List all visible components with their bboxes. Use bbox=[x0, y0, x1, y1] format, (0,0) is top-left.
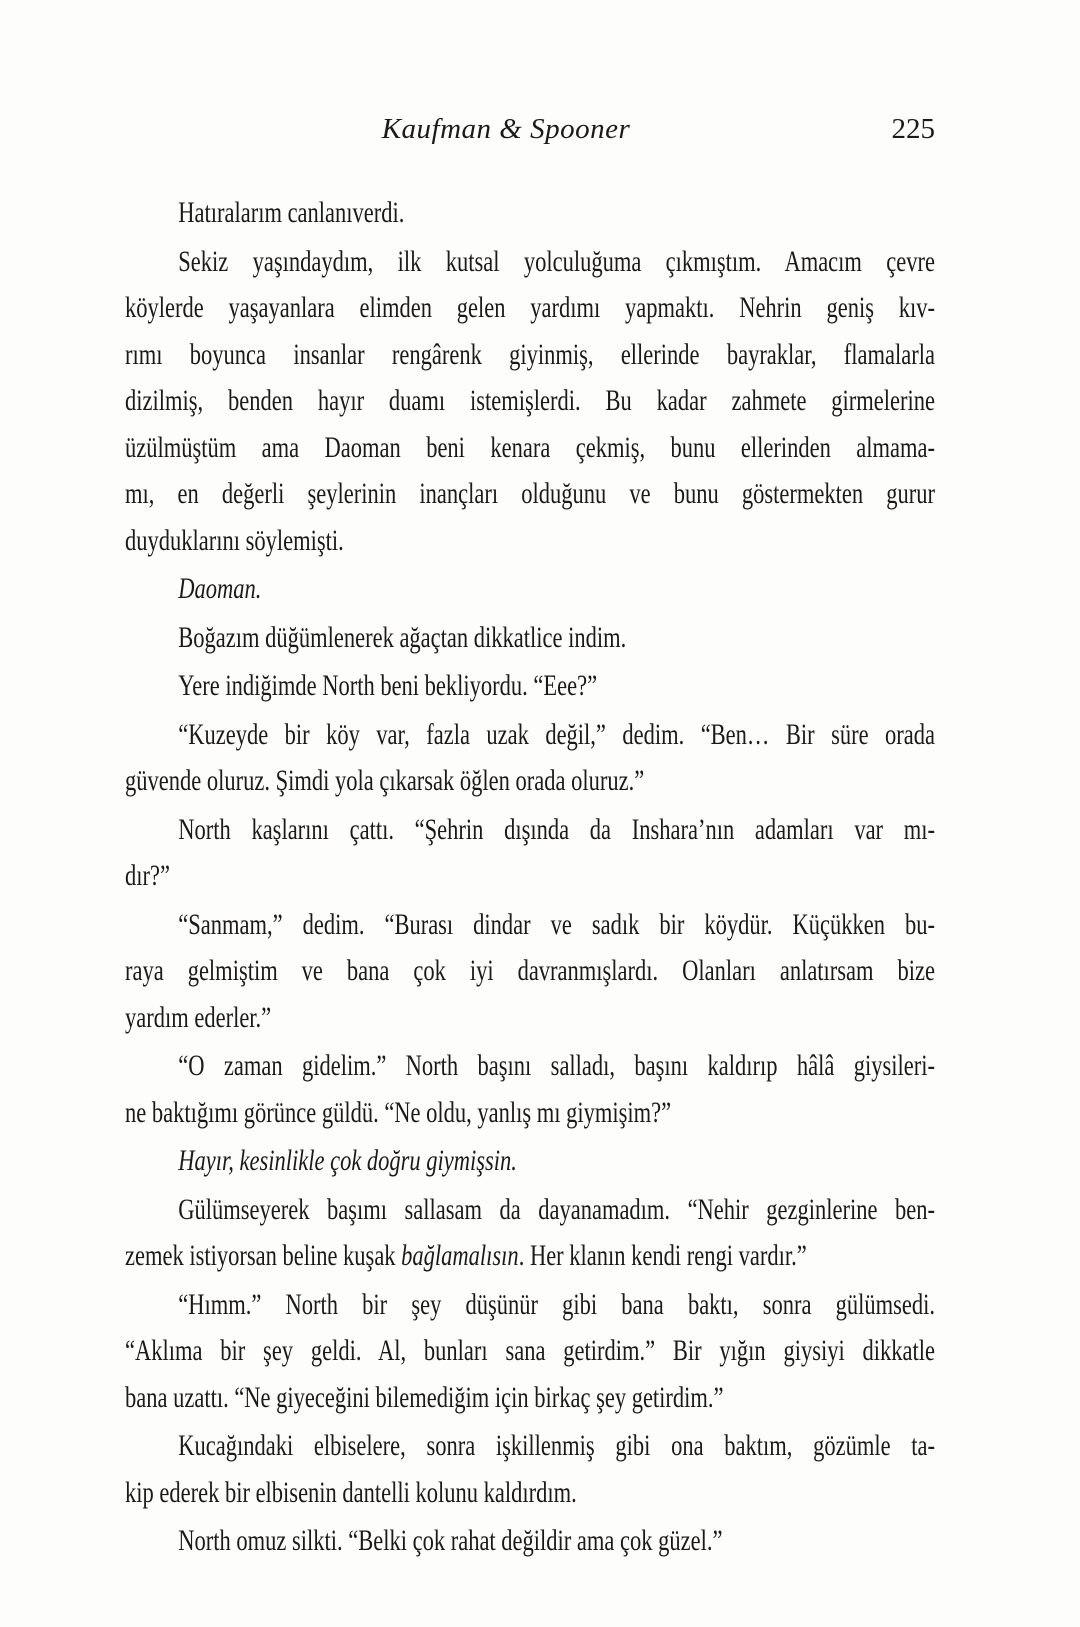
text-segment: Boğazım düğümlenerek ağaçtan dikkatlice indim. bbox=[178, 620, 627, 654]
text-line bbox=[125, 712, 935, 759]
text-line bbox=[125, 948, 935, 995]
text-segment: güvende oluruz. Şimdi yola çıkarsak öğlen orada oluruz.” bbox=[125, 764, 645, 797]
text-segment: Sekiz yaşındaydım, ilk kutsal yolculuğuma çıkmıştım. Amacım çevre bbox=[178, 244, 935, 278]
text-segment: ne baktığımı görünce güldü. “Ne oldu, yanlış mı giymişim?” bbox=[125, 1095, 672, 1129]
text-segment: . Her klanın kendi rengi vardır.” bbox=[518, 1239, 807, 1272]
text-line bbox=[125, 1043, 935, 1090]
text-line bbox=[125, 425, 935, 472]
text-line bbox=[125, 1375, 935, 1422]
text-line bbox=[125, 995, 935, 1042]
paragraph-14 bbox=[125, 1518, 935, 1565]
text-line bbox=[125, 1138, 935, 1185]
paragraph-7 bbox=[125, 807, 935, 900]
text-line bbox=[125, 1090, 935, 1137]
text-block bbox=[125, 190, 935, 1565]
text-line bbox=[125, 518, 935, 565]
paragraph-8 bbox=[125, 902, 935, 1042]
text-line bbox=[125, 332, 935, 379]
paragraph-1 bbox=[125, 190, 935, 237]
running-header bbox=[125, 113, 935, 155]
text-line bbox=[125, 566, 935, 613]
text-line bbox=[125, 239, 935, 286]
paragraph-12 bbox=[125, 1282, 935, 1422]
page-number: 225 bbox=[891, 113, 935, 145]
paragraph-3 bbox=[125, 566, 935, 613]
text-segment: bana uzattı. “Ne giyeceğini bilemediğim için birkaç şey getirdim.” bbox=[125, 1380, 724, 1414]
text-segment: dizilmiş, benden hayır duamı istemişlerdi. Bu kadar zahmete girmelerine bbox=[125, 384, 935, 417]
text-segment: mı, en değerli şeylerinin inançları olduğunu ve bunu göstermekten gurur bbox=[125, 477, 935, 510]
text-segment: duyduklarını söylemişti. bbox=[125, 523, 344, 557]
paragraph-9 bbox=[125, 1043, 935, 1136]
paragraph-2 bbox=[125, 239, 935, 565]
text-segment: Yere indiğimde North beni bekliyordu. “Eee?” bbox=[178, 669, 598, 702]
text-segment: köylerde yaşayanlara elimden gelen yardımı yapmaktı. Nehrin geniş kıv- bbox=[125, 291, 935, 324]
paragraph-10 bbox=[125, 1138, 935, 1185]
text-segment: rımı boyunca insanlar rengârenk giyinmiş, ellerinde bayraklar, flamalarla bbox=[125, 337, 935, 371]
text-line bbox=[125, 853, 935, 900]
text-line bbox=[125, 1470, 935, 1517]
text-segment: kip ederek bir elbisenin dantelli kolunu kaldırdım. bbox=[125, 1475, 577, 1509]
text-segment: “Aklıma bir şey geldi. Al, bunları sana getirdim.” Bir yığın giysiyi dikkatle bbox=[125, 1334, 935, 1367]
text-segment: yardım ederler.” bbox=[125, 1000, 272, 1034]
italic-text-segment: bağlamalısın bbox=[401, 1239, 519, 1272]
text-segment: Gülümseyerek başımı sallasam da dayanamadım. “Nehir gezginlerine ben- bbox=[178, 1192, 935, 1226]
text-line bbox=[125, 190, 935, 237]
paragraph-13 bbox=[125, 1423, 935, 1516]
running-header-title: Kaufman & Spooner bbox=[381, 113, 631, 145]
text-line bbox=[125, 758, 935, 805]
text-segment: “Kuzeyde bir köy var, fazla uzak değil,” dedim. “Ben… Bir süre orada bbox=[178, 717, 935, 751]
text-line bbox=[125, 663, 935, 710]
text-segment: üzülmüştüm ama Daoman beni kenara çekmiş, bunu ellerinden almama- bbox=[125, 430, 935, 464]
text-line bbox=[125, 902, 935, 949]
text-segment: Hatıralarım canlanıverdi. bbox=[178, 196, 405, 229]
text-line bbox=[125, 471, 935, 518]
text-segment: North omuz silkti. “Belki çok rahat değildir ama çok güzel.” bbox=[178, 1524, 723, 1557]
paragraph-5 bbox=[125, 663, 935, 710]
text-segment: “Sanmam,” dedim. “Burası dindar ve sadık bir köydür. Küçükken bu- bbox=[178, 907, 935, 941]
text-segment: “O zaman gidelim.” North başını salladı, başını kaldırıp hâlâ giysileri- bbox=[178, 1049, 935, 1082]
text-line bbox=[125, 1328, 935, 1375]
text-segment: dır?” bbox=[125, 859, 170, 892]
paragraph-6 bbox=[125, 712, 935, 805]
text-line bbox=[125, 285, 935, 332]
text-segment: Hayır, kesinlikle çok doğru giymişsin. bbox=[178, 1144, 517, 1177]
text-line bbox=[125, 807, 935, 854]
text-line bbox=[125, 615, 935, 662]
text-line bbox=[125, 1233, 935, 1280]
text-segment: Daoman. bbox=[178, 572, 262, 605]
text-segment: raya gelmiştim ve bana çok iyi davranmışlardı. Olanları anlatırsam bize bbox=[125, 954, 935, 987]
paragraph-11 bbox=[125, 1187, 935, 1280]
paragraph-4 bbox=[125, 615, 935, 662]
text-line bbox=[125, 1518, 935, 1565]
text-line bbox=[125, 1282, 935, 1329]
text-segment: “Hımm.” North bir şey düşünür gibi bana baktı, sonra gülümsedi. bbox=[178, 1287, 935, 1321]
text-line bbox=[125, 378, 935, 425]
text-line bbox=[125, 1187, 935, 1234]
text-segment: zemek istiyorsan beline kuşak bbox=[125, 1239, 402, 1272]
text-segment: North kaşlarını çattı. “Şehrin dışında da Inshara’nın adamları var mı- bbox=[178, 812, 935, 846]
text-segment: Kucağındaki elbiselere, sonra işkillenmiş gibi ona baktım, gözümle ta- bbox=[178, 1429, 935, 1462]
text-line bbox=[125, 1423, 935, 1470]
